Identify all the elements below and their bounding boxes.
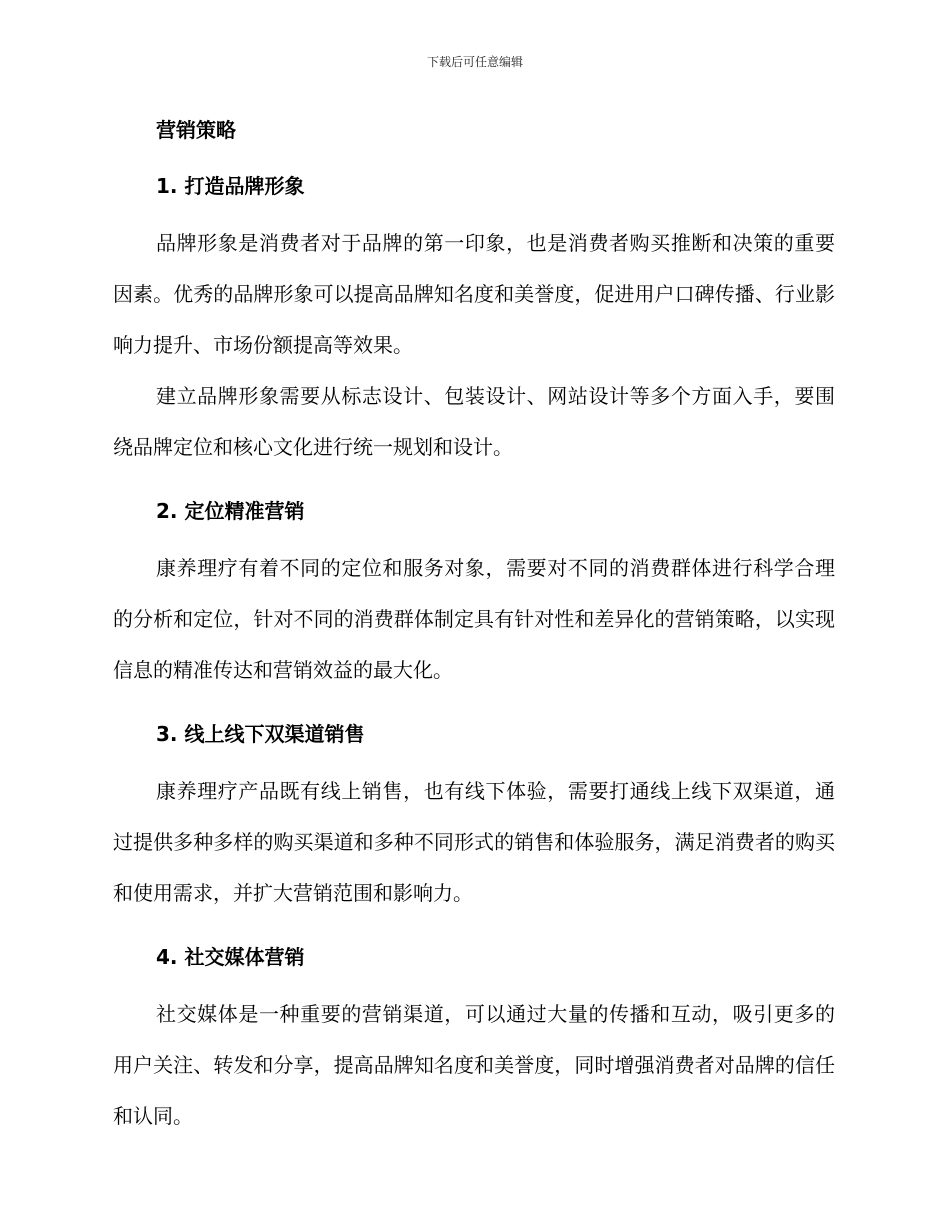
paragraph: 建立品牌形象需要从标志设计、包装设计、网站设计等多个方面入手，要围绕品牌定位和核心文化进行统一规划和设计。 — [113, 384, 835, 459]
section-heading: 3. 线上线下双渠道销售 — [156, 722, 365, 746]
paragraph: 康养理疗产品既有线上销售，也有线下体验，需要打通线上线下双渠道，通过提供多种多样的购买渠道和多种不同形式的销售和体验服务，满足消费者的购买和使用需求，并扩大营销范围和影响力。 — [113, 779, 835, 905]
section-heading: 1. 打造品牌形象 — [156, 174, 305, 198]
page-header: 下载后可任意编辑 — [426, 55, 523, 69]
section-heading: 4. 社交媒体营销 — [156, 945, 305, 969]
document-title: 营销策略 — [156, 118, 236, 142]
document-body — [113, 112, 835, 1142]
paragraph: 社交媒体是一种重要的营销渠道，可以通过大量的传播和互动，吸引更多的用户关注、转发和分享，提高品牌知名度和美誉度，同时增强消费者对品牌的信任和认同。 — [113, 1002, 835, 1128]
paragraph: 康养理疗有着不同的定位和服务对象，需要对不同的消费群体进行科学合理的分析和定位，针对不同的消费群体制定具有针对性和差异化的营销策略，以实现信息的精准传达和营销效益的最大化。 — [113, 556, 835, 682]
paragraph: 品牌形象是消费者对于品牌的第一印象，也是消费者购买推断和决策的重要因素。优秀的品牌形象可以提高品牌知名度和美誉度，促进用户口碑传播、行业影响力提升、市场份额提高等效果。 — [113, 231, 835, 357]
section-heading: 2. 定位精准营销 — [156, 499, 305, 523]
